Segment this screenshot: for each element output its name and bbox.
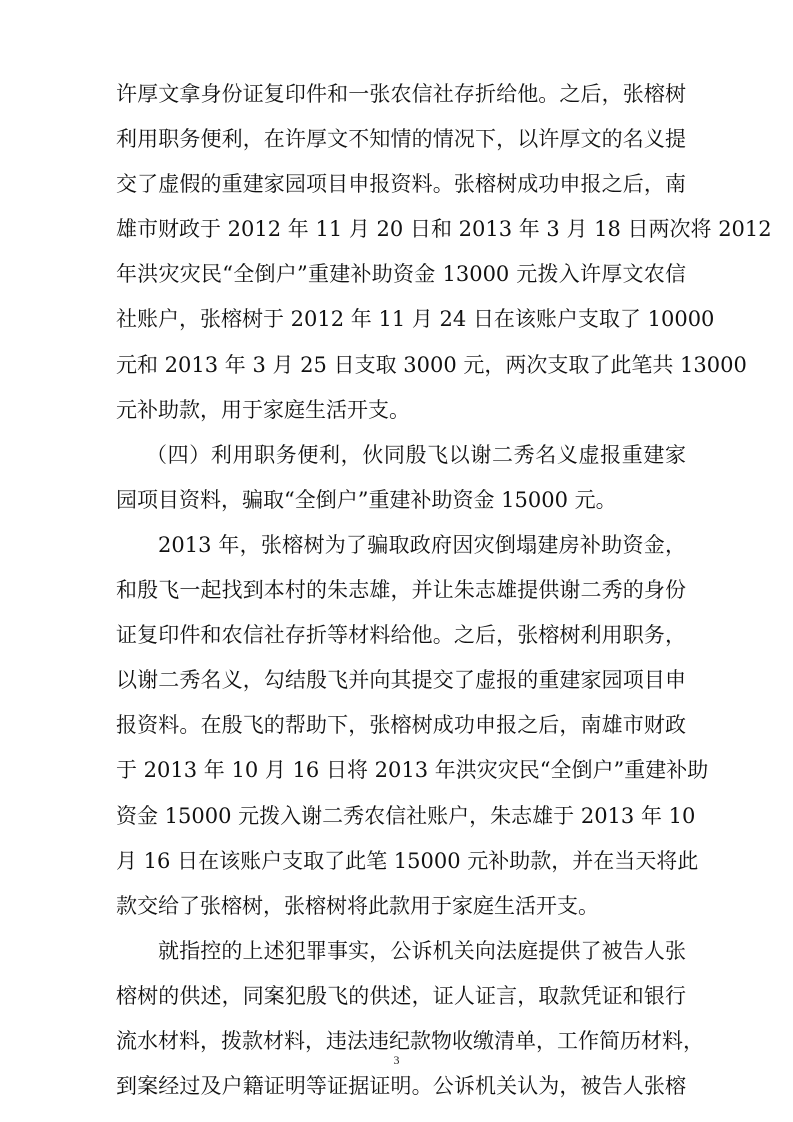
text-line: 证复印件和农信社存折等材料给他。之后，张榕树利用职务， (116, 623, 686, 648)
text-line: （四）利用职务便利，伙同殷飞以谢二秀名义虚报重建家 (146, 442, 686, 467)
section-heading (116, 433, 686, 523)
text-line: 和殷飞一起找到本村的朱志雄，并让朱志雄提供谢二秀的身份 (116, 578, 686, 603)
paragraph (116, 523, 709, 929)
text-line: 雄市财政于 2012 年 11 月 20 日和 2013 年 3 月 18 日两次将 2012 (116, 217, 772, 242)
text-line: 年洪灾灾民“全倒户”重建补助资金 13000 元拨入许厚文农信 (116, 262, 686, 287)
body-text (116, 72, 772, 1109)
text-line: 交了虚假的重建家园项目申报资料。张榕树成功申报之后，南 (116, 172, 686, 197)
text-line: 资金 15000 元拨入谢二秀农信社账户，朱志雄于 2013 年 10 (116, 803, 696, 828)
text-line: 流水材料，拨款材料，违法违纪款物收缴清单，工作简历材料， (116, 1028, 704, 1053)
text-line: 款交给了张榕树，张榕树将此款用于家庭生活开支。 (116, 893, 599, 918)
text-line: 榕树的供述，同案犯殷飞的供述，证人证言，取款凭证和银行 (116, 983, 686, 1008)
text-line: 元和 2013 年 3 月 25 日支取 3000 元，两次支取了此笔共 13000 (116, 352, 747, 377)
text-line: 园项目资料，骗取“全倒户”重建补助资金 15000 元。 (116, 487, 617, 512)
text-line: 社账户，张榕树于 2012 年 11 月 24 日在该账户支取了 10000 (116, 307, 715, 332)
page-number: 3 (393, 1053, 400, 1067)
text-line: 利用职务便利，在许厚文不知情的情况下，以许厚文的名义提 (116, 127, 686, 152)
text-line: 月 16 日在该账户支取了此笔 15000 元补助款，并在当天将此 (116, 848, 699, 873)
text-line: 以谢二秀名义，勾结殷飞并向其提交了虚报的重建家园项目申 (116, 668, 686, 693)
text-line: 2013 年，张榕树为了骗取政府因灾倒塌建房补助资金， (158, 532, 686, 557)
text-line: 许厚文拿身份证复印件和一张农信社存折给他。之后，张榕树 (116, 82, 686, 106)
paragraph (116, 72, 772, 433)
text-line: 报资料。在殷飞的帮助下，张榕树成功申报之后，南雄市财政 (116, 713, 686, 738)
text-line: 元补助款，用于家庭生活开支。 (116, 397, 410, 422)
text-line: 就指控的上述犯罪事实，公诉机关向法庭提供了被告人张 (158, 938, 686, 963)
text-line: 到案经过及户籍证明等证据证明。公诉机关认为，被告人张榕 (116, 1074, 686, 1099)
paragraph (116, 929, 704, 1109)
text-line: 于 2013 年 10 月 16 日将 2013 年洪灾灾民“全倒户”重建补助 (116, 758, 709, 783)
